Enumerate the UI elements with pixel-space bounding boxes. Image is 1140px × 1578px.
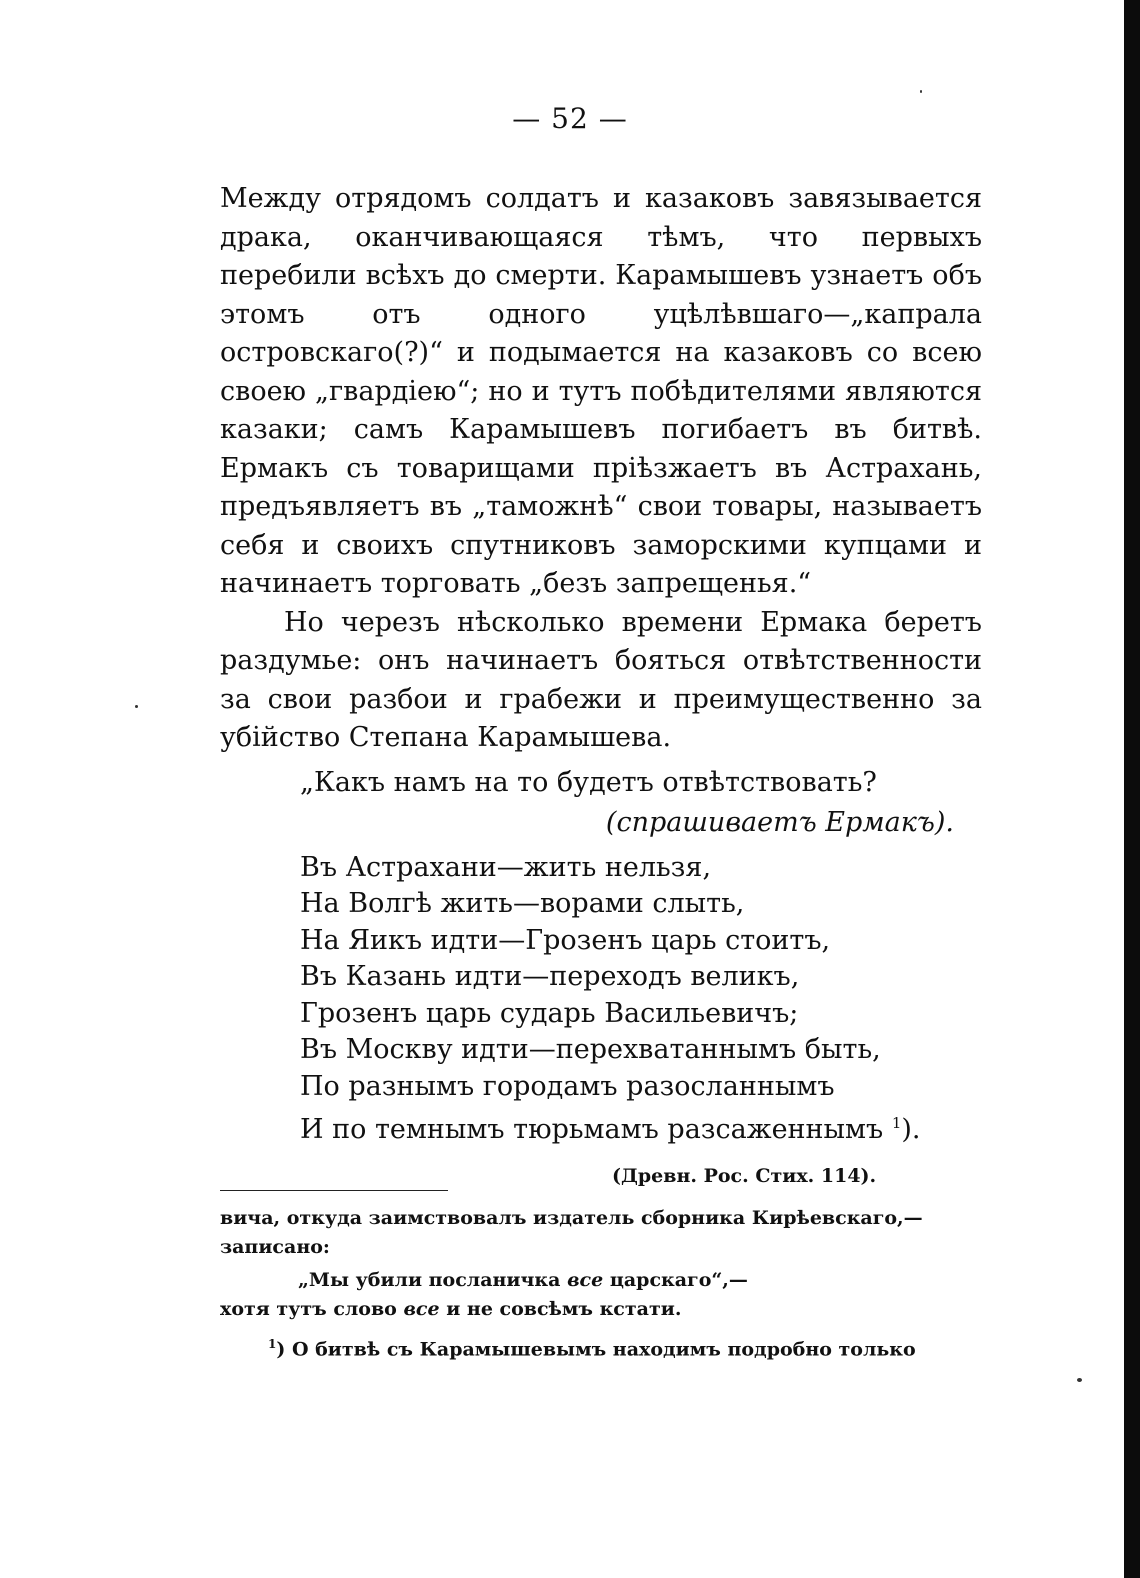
verse-line: На Яикъ идти—Грозенъ царь стоитъ, bbox=[300, 924, 831, 956]
footnote-continuation-2: записано: bbox=[220, 1236, 330, 1258]
verse-first-line: „Какъ намъ на то будетъ отвѣтствовать? bbox=[300, 767, 877, 798]
footnote-mark: 1 bbox=[891, 1114, 902, 1132]
verse-line: Въ Москву идти—перехватаннымъ быть, bbox=[300, 1034, 881, 1065]
footnote-divider bbox=[220, 1190, 448, 1191]
verse-line: Въ Астрахани—жить нельзя, bbox=[300, 851, 712, 883]
footnote-1: $^1$) О битвѣ съ Карамышевымъ находимъ подробно только bbox=[268, 1337, 916, 1361]
scan-speck bbox=[135, 705, 138, 708]
footnote-quote: „Мы убили посланичка все царскаго“,— bbox=[298, 1269, 748, 1291]
verse-block bbox=[300, 765, 960, 1149]
verse-line: По разнымъ городамъ разосланнымъ bbox=[300, 1070, 835, 1102]
paragraph-1: Между отрядомъ солдатъ и казаковъ завязывается драка, оканчивающаяся тѣмъ, что первыхъ перебили всѣхъ до смерти. Карамышевъ узнаетъ объ этомъ отъ одного уцѣлѣвшаго—„капрала островскаго(?)“ и подымается на казаковъ со всею своею „гвардiею“; но и тутъ побѣдителями являются казаки; самъ Карамышевъ погибаетъ въ битвѣ. Ермакъ съ товарищами прiѣзжаетъ въ Астрахань, предъявляетъ въ „таможнѣ“ свои товары, называетъ себя и своихъ спутниковъ заморскими купцами и начинаетъ торговать „безъ запрещенья.“ bbox=[220, 183, 982, 599]
verse-stanza bbox=[300, 850, 960, 1149]
scan-speck bbox=[920, 90, 922, 93]
verse-line: Грозенъ царь сударь Васильевичъ; bbox=[300, 997, 799, 1029]
verse-line: Въ Казань идти—переходъ великъ, bbox=[300, 961, 800, 992]
verse-line: На Волгѣ жить—ворами слыть, bbox=[300, 888, 745, 919]
page-edge-shadow bbox=[1124, 0, 1140, 1578]
page-number: — 52 — bbox=[512, 102, 628, 135]
scan-speck bbox=[1077, 1378, 1082, 1382]
verse-last-line: И по темнымъ тюрьмамъ разсаженнымъ $^1$). bbox=[300, 1114, 921, 1145]
main-text bbox=[220, 180, 982, 758]
footnotes bbox=[220, 1204, 980, 1364]
verse-attribution: (спрашиваетъ Ермакъ). bbox=[605, 806, 954, 838]
footnote-number: 1 bbox=[268, 1337, 277, 1351]
footnote-remark: хотя тутъ слово все и не совсѣмъ кстати. bbox=[220, 1298, 682, 1320]
footnote-continuation: вича, откуда заимствовалъ издатель сборника Кирѣевскаго,— bbox=[220, 1207, 923, 1229]
source-citation: (Древн. Рос. Стих. 114). bbox=[612, 1165, 877, 1187]
paragraph-2: Но черезъ нѣсколько времени Ермака беретъ раздумье: онъ начинаетъ бояться отвѣтственности за свои разбои и грабежи и преимущественно за убiйство Степана Карамышева. bbox=[220, 606, 982, 753]
